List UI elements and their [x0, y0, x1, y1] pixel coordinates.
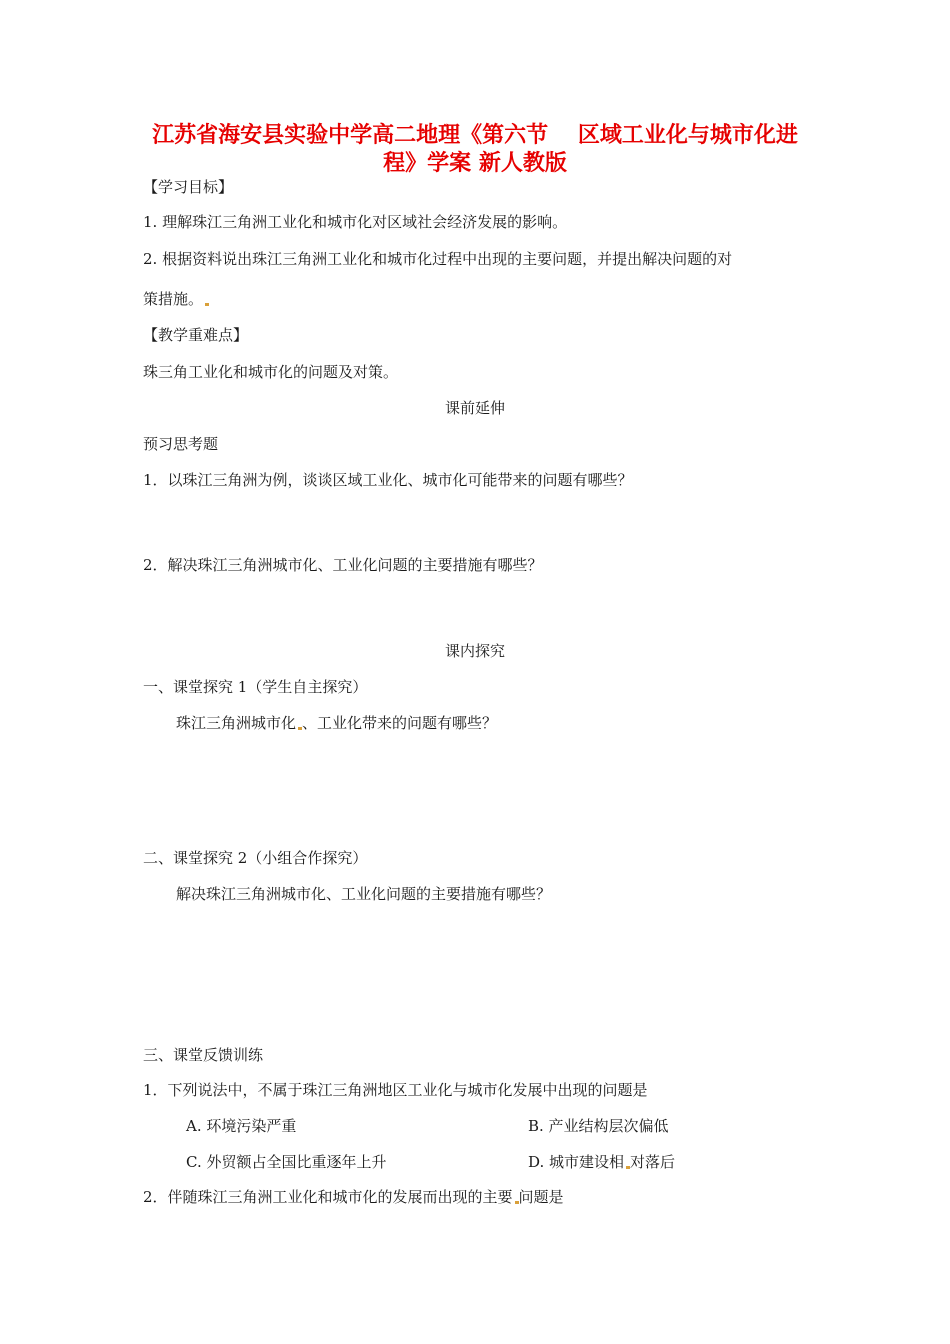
exercise-1-option-d-part1: D. 城市建设相	[528, 1153, 625, 1171]
key-points-text: 珠三角工业化和城市化的问题及对策。	[143, 363, 399, 381]
inquiry-1-question-part1: 珠江三角洲城市化	[176, 714, 297, 732]
pre-class-subheading: 预习思考题	[143, 435, 219, 453]
exercise-1-option-a: A. 环境污染严重	[186, 1117, 297, 1135]
pre-class-question-2: 2．解决珠江三角洲城市化、工业化问题的主要措施有哪些？	[143, 556, 543, 574]
inquiry-2-question: 解决珠江三角洲城市化、工业化问题的主要措施有哪些？	[176, 885, 552, 903]
exercise-question-2-part2: 问题是	[518, 1188, 564, 1206]
annotation-mark	[205, 303, 209, 306]
exercise-1-option-c: C. 外贸额占全国比重逐年上升	[186, 1153, 387, 1171]
inquiry-1-question-part2: 、工业化带来的问题有哪些？	[302, 714, 498, 732]
objective-item-1: 1. 理解珠江三角洲工业化和城市化对区域社会经济发展的影响。	[143, 213, 568, 231]
document-title-line2: 程》学案 新人教版	[383, 150, 567, 176]
exercise-1-option-d	[528, 1152, 675, 1172]
exercise-1-option-d-part2: 对落后	[630, 1153, 676, 1171]
objectives-heading: 【学习目标】	[143, 178, 234, 196]
inquiry-2-title: 二、课堂探究 2（小组合作探究）	[143, 849, 368, 867]
inquiry-1-question	[176, 713, 497, 733]
objective-item-2-line1: 2. 根据资料说出珠江三角洲工业化和城市化过程中出现的主要问题，并提出解决问题的对	[143, 250, 733, 268]
key-points-heading: 【教学重难点】	[143, 326, 249, 344]
exercise-question-1: 1．下列说法中，不属于珠江三角洲地区工业化与城市化发展中出现的问题是	[143, 1081, 648, 1099]
exercise-question-2-part1: 2．伴随珠江三角洲工业化和城市化的发展而出现的主要	[143, 1188, 513, 1206]
objective-item-2-line2	[143, 289, 209, 309]
inquiry-1-title: 一、课堂探究 1（学生自主探究）	[143, 678, 368, 696]
feedback-title: 三、课堂反馈训练	[143, 1046, 264, 1064]
document-title-line1: 江苏省海安县实验中学高二地理《第六节 区域工业化与城市化进	[152, 122, 798, 148]
pre-class-heading: 课前延伸	[444, 399, 505, 417]
pre-class-question-1: 1．以珠江三角洲为例，谈谈区域工业化、城市化可能带来的问题有哪些？	[143, 471, 633, 489]
objective-item-2-text: 策措施。	[143, 290, 204, 308]
exercise-question-2	[143, 1187, 564, 1207]
exercise-1-option-b: B. 产业结构层次偏低	[528, 1117, 669, 1135]
in-class-heading: 课内探究	[444, 642, 505, 660]
